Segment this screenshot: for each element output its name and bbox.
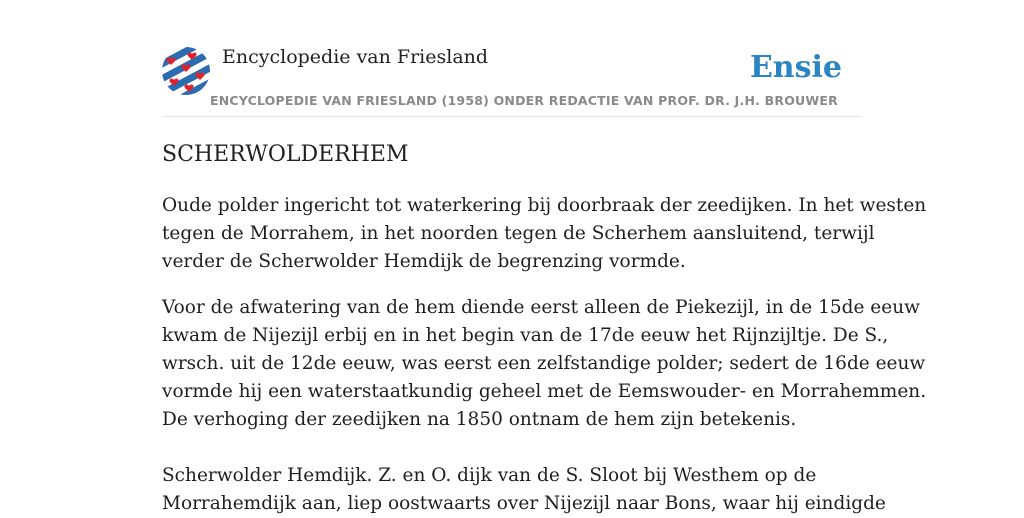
paragraph-line: De verhoging der zeedijken na 1850 ontnam de hem zijn betekenis. bbox=[162, 409, 797, 430]
site-header bbox=[162, 0, 862, 117]
paragraph-line: wrsch. uit de 12de eeuw, was eerst een zelfstandige polder; sedert de 16de eeuw bbox=[162, 353, 926, 374]
article-title: SCHERWOLDERHEM bbox=[162, 142, 409, 167]
paragraph-line: tegen de Morrahem, in het noorden tegen de Scherhem aansluitend, terwijl bbox=[162, 223, 875, 244]
paragraph-line: vormde hij een waterstaatkundig geheel met de Eemswouder- en Morrahemmen. bbox=[162, 381, 927, 402]
site-title[interactable]: Encyclopedie van Friesland bbox=[222, 46, 489, 68]
frisian-flag-icon[interactable] bbox=[162, 47, 210, 95]
paragraph-line: verder de Scherwolder Hemdijk de begrenzing vormde. bbox=[162, 251, 686, 272]
article-paragraph bbox=[162, 462, 886, 518]
paragraph-line: Voor de afwatering van de hem diende eerst alleen de Piekezijl, in de 15de eeuw bbox=[162, 297, 920, 318]
site-subtitle: ENCYCLOPEDIE VAN FRIESLAND (1958) ONDER REDACTIE VAN PROF. DR. J.H. BROUWER bbox=[210, 93, 838, 108]
paragraph-line: Morrahemdijk aan, liep oostwaarts over Nijezijl naar Bons, waar hij eindigde bbox=[162, 493, 886, 514]
article-paragraph bbox=[162, 294, 927, 434]
article-paragraph bbox=[162, 192, 927, 276]
paragraph-line: Scherwolder Hemdijk. Z. en O. dijk van de S. Sloot bij Westhem op de bbox=[162, 465, 817, 486]
paragraph-line: kwam de Nijezijl erbij en in het begin van de 17de eeuw het Rijnzijltje. De S., bbox=[162, 325, 889, 346]
paragraph-line: Oude polder ingericht tot waterkering bij doorbraak der zeedijken. In het westen bbox=[162, 195, 927, 216]
brand-logo[interactable]: Ensie bbox=[749, 50, 842, 85]
page-container bbox=[162, 0, 927, 514]
